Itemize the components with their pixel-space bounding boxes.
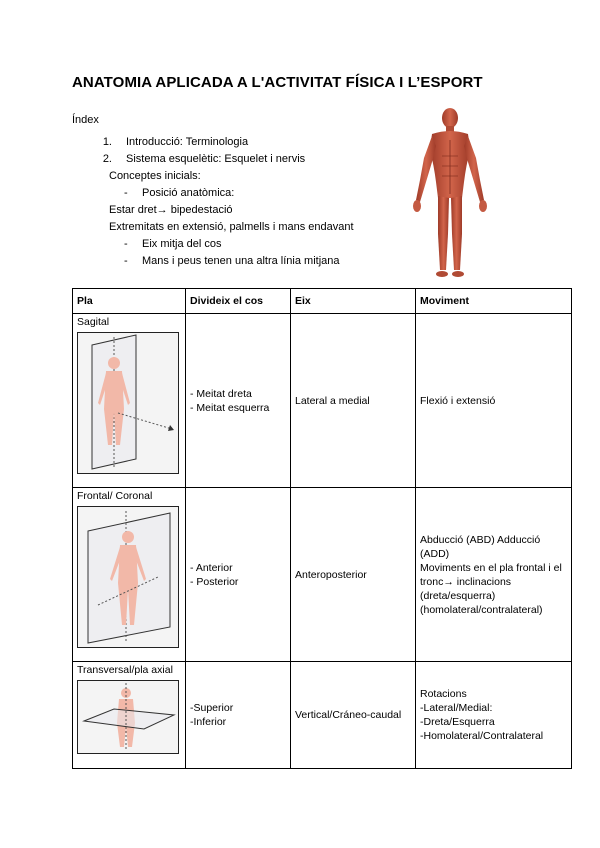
movement-item: -Dreta/Esquerra <box>420 716 495 728</box>
pla-name: Transversal/pla axial <box>77 664 173 676</box>
pla-name: Frontal/ Coronal <box>77 490 153 502</box>
movement-item: -Homolateral/Contralateral <box>420 730 544 742</box>
divides-item: - Posterior <box>190 575 239 588</box>
note-bullet: - Eix mitja del cos <box>124 238 222 250</box>
toc-item-number: 2. <box>102 153 112 165</box>
divides-item: - Anterior <box>190 561 233 574</box>
divides-cell <box>186 662 291 769</box>
movement-item: -Lateral/Medial: <box>420 702 493 714</box>
index-label: Índex <box>72 114 99 126</box>
planes-table <box>72 288 572 769</box>
divides-item: -Superior <box>190 702 234 714</box>
divides-item: - Meitat dreta <box>190 387 252 400</box>
table-row <box>73 314 572 488</box>
movement-item: Flexió i extensió <box>420 394 496 407</box>
note-concepts: Conceptes inicials: <box>109 170 201 182</box>
axis-cell: Vertical/Cráneo-caudal <box>291 662 416 769</box>
axis-cell: Anteroposterior <box>291 488 416 662</box>
pla-cell <box>73 662 186 769</box>
movement-cell <box>416 488 572 662</box>
toc-item-text: Introducció: Terminologia <box>126 136 249 148</box>
transverse-plane-illustration <box>77 680 179 754</box>
movement-cell <box>416 662 572 769</box>
note-position-text: Posició anatòmica: <box>142 187 235 199</box>
pla-cell <box>73 488 186 662</box>
table-row <box>73 488 572 662</box>
sagittal-plane-illustration <box>77 332 179 474</box>
pla-name: Sagital <box>77 316 110 328</box>
toc-item <box>72 134 412 151</box>
muscle-anatomy-figure <box>408 106 492 282</box>
divides-item: -Inferior <box>190 716 227 728</box>
note-extremities: Extremitats en extensió, palmells i mans endavant <box>109 221 354 233</box>
axis-cell: Lateral a medial <box>291 314 416 488</box>
note-standing: Estar dret→ bipedestació <box>109 204 233 216</box>
table-header-row <box>73 289 572 314</box>
note-bullet-text: Mans i peus tenen una altra línia mitjana <box>142 255 340 267</box>
table-of-contents <box>72 134 412 270</box>
pla-cell <box>73 314 186 488</box>
movement-cell <box>416 314 572 488</box>
table-row <box>73 662 572 769</box>
divides-item: - Meitat esquerra <box>190 401 270 414</box>
note-position: - Posició anatòmica: <box>124 187 235 199</box>
movement-item: Abducció (ABD) Adducció (ADD) <box>420 533 541 560</box>
page-title: ANATOMIA APLICADA A L'ACTIVITAT FÍSICA I L’ESPORT <box>72 74 483 91</box>
frontal-plane-illustration <box>77 506 179 648</box>
divides-cell <box>186 488 291 662</box>
movement-item: Moviments en el pla frontal i el tronc→ inclinacions (dreta/esquerra) (homolateral/contralateral) <box>420 561 562 616</box>
movement-item: Rotacions <box>420 688 467 700</box>
divides-cell <box>186 314 291 488</box>
toc-item-text: Sistema esquelètic: Esquelet i nervis <box>126 153 306 165</box>
toc-item-number: 1. <box>102 136 112 148</box>
note-bullet-text: Eix mitja del cos <box>142 238 222 250</box>
column-header: Eix <box>291 289 416 314</box>
toc-item <box>72 151 412 168</box>
column-header: Moviment <box>416 289 572 314</box>
column-header: Pla <box>73 289 186 314</box>
column-header: Divideix el cos <box>186 289 291 314</box>
note-bullet: - Mans i peus tenen una altra línia mitjana <box>124 255 340 267</box>
